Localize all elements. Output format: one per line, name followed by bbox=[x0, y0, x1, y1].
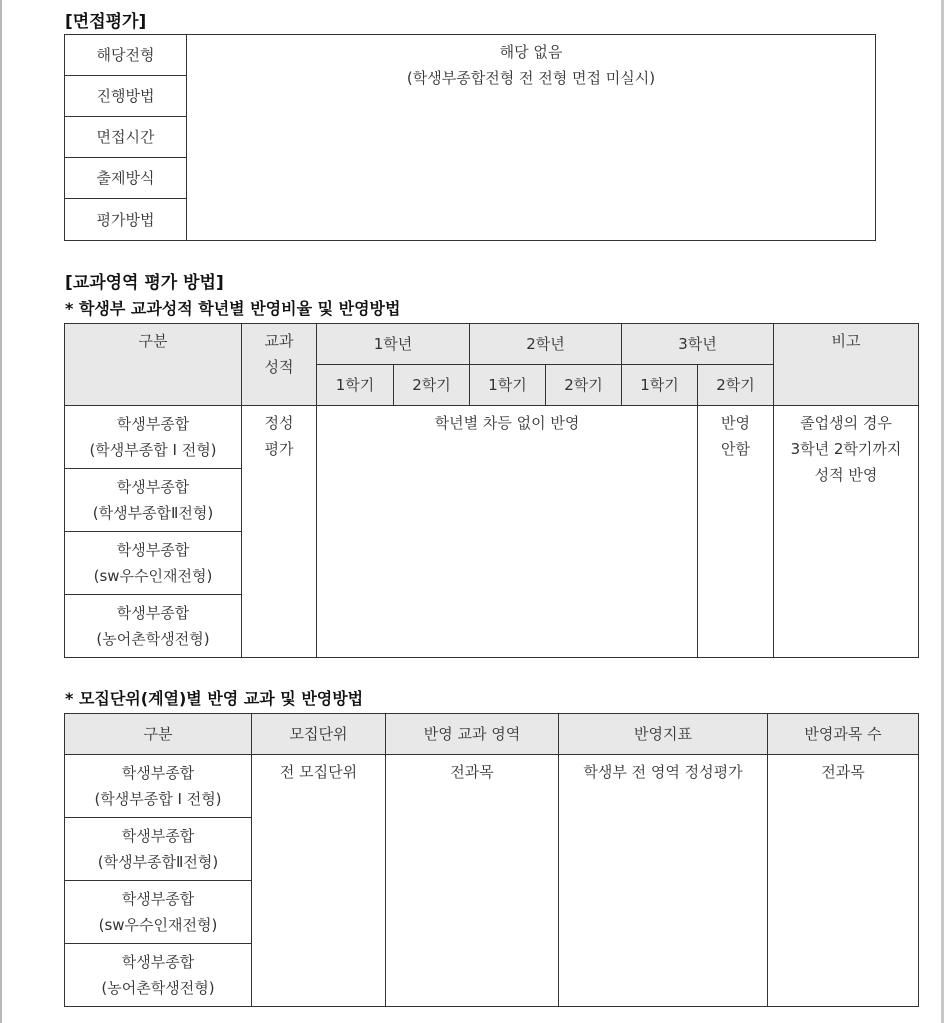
remarks-line2: 3학년 2학기까지 bbox=[790, 440, 902, 458]
subject-area-heading: [교과영역 평가 방법] bbox=[65, 273, 224, 293]
header-unit: 모집단위 bbox=[252, 714, 386, 755]
interview-row-label: 평가방법 bbox=[65, 199, 187, 241]
header-count: 반영과목 수 bbox=[768, 714, 919, 755]
col-semester: 1학기 bbox=[317, 365, 394, 406]
col-grade bbox=[242, 324, 317, 406]
table-row-category bbox=[65, 881, 252, 944]
interview-content-line1: 해당 없음 bbox=[499, 43, 563, 61]
category-line2: (sw우수인재전형) bbox=[98, 916, 218, 934]
interview-content bbox=[187, 35, 876, 241]
count-cell: 전과목 bbox=[768, 755, 919, 1007]
category-line2: (sw우수인재전형) bbox=[93, 567, 213, 585]
table-row-category bbox=[65, 818, 252, 881]
eval-line2: 평가 bbox=[264, 440, 294, 458]
col-semester: 2학기 bbox=[394, 365, 470, 406]
col-year3: 3학년 bbox=[622, 324, 774, 365]
reflect-cell: 학년별 차등 없이 반영 bbox=[317, 406, 698, 658]
category-line1: 학생부종합 bbox=[116, 541, 190, 559]
table-row-category bbox=[65, 406, 242, 469]
grade-reflection-table bbox=[64, 323, 919, 658]
header-index: 반영지표 bbox=[559, 714, 768, 755]
category-line1: 학생부종합 bbox=[121, 764, 195, 782]
table-row-category bbox=[65, 469, 242, 532]
col-semester: 2학기 bbox=[546, 365, 622, 406]
no-reflect-cell bbox=[698, 406, 774, 658]
category-line2: (학생부종합 I 전형) bbox=[94, 790, 222, 808]
category-line1: 학생부종합 bbox=[121, 953, 195, 971]
col-year1: 1학년 bbox=[317, 324, 470, 365]
interview-content-line2: (학생부종합전형 전 전형 면접 미실시) bbox=[406, 69, 656, 87]
col-semester: 1학기 bbox=[470, 365, 546, 406]
eval-method-cell bbox=[242, 406, 317, 658]
col-remarks: 비고 bbox=[774, 324, 919, 406]
col-year2: 2학년 bbox=[470, 324, 622, 365]
category-line1: 학생부종합 bbox=[116, 478, 190, 496]
index-cell: 학생부 전 영역 정성평가 bbox=[559, 755, 768, 1007]
col-grade-line2: 성적 bbox=[264, 358, 294, 376]
col-category: 구분 bbox=[65, 324, 242, 406]
area-cell: 전과목 bbox=[386, 755, 559, 1007]
table2-subheading: * 모집단위(계열)별 반영 교과 및 반영방법 bbox=[65, 689, 364, 708]
table-row-category bbox=[65, 755, 252, 818]
header-category: 구분 bbox=[65, 714, 252, 755]
interview-row-label: 출제방식 bbox=[65, 158, 187, 199]
category-line1: 학생부종합 bbox=[116, 415, 190, 433]
eval-line1: 정성 bbox=[264, 414, 294, 432]
table-row-category bbox=[65, 595, 242, 658]
remarks-cell bbox=[774, 406, 919, 658]
unit-cell: 전 모집단위 bbox=[252, 755, 386, 1007]
interview-row-label: 면접시간 bbox=[65, 117, 187, 158]
interview-row-label: 해당전형 bbox=[65, 35, 187, 76]
table-row-category bbox=[65, 944, 252, 1007]
col-semester: 2학기 bbox=[698, 365, 774, 406]
col-grade-line1: 교과 bbox=[264, 332, 294, 350]
remarks-line3: 성적 반영 bbox=[814, 466, 878, 484]
header-area: 반영 교과 영역 bbox=[386, 714, 559, 755]
interview-table bbox=[64, 34, 876, 241]
category-line1: 학생부종합 bbox=[116, 604, 190, 622]
no-reflect-line1: 반영 bbox=[721, 414, 750, 432]
interview-heading: [면접평가] bbox=[65, 12, 147, 32]
col-semester: 1학기 bbox=[622, 365, 698, 406]
remarks-line1: 졸업생의 경우 bbox=[800, 414, 892, 432]
category-line1: 학생부종합 bbox=[121, 827, 195, 845]
page-left-edge bbox=[0, 0, 2, 1023]
interview-row-label: 진행방법 bbox=[65, 76, 187, 117]
no-reflect-line2: 안함 bbox=[721, 440, 750, 458]
category-line2: (학생부종합Ⅱ전형) bbox=[97, 853, 219, 871]
category-line2: (학생부종합Ⅱ전형) bbox=[92, 504, 214, 522]
category-line1: 학생부종합 bbox=[121, 890, 195, 908]
subject-reflection-table bbox=[64, 713, 919, 1007]
category-line2: (농어촌학생전형) bbox=[96, 630, 210, 648]
table-row-category bbox=[65, 532, 242, 595]
category-line2: (학생부종합 I 전형) bbox=[89, 441, 217, 459]
category-line2: (농어촌학생전형) bbox=[101, 979, 215, 997]
table1-subheading: * 학생부 교과성적 학년별 반영비율 및 반영방법 bbox=[65, 299, 401, 318]
